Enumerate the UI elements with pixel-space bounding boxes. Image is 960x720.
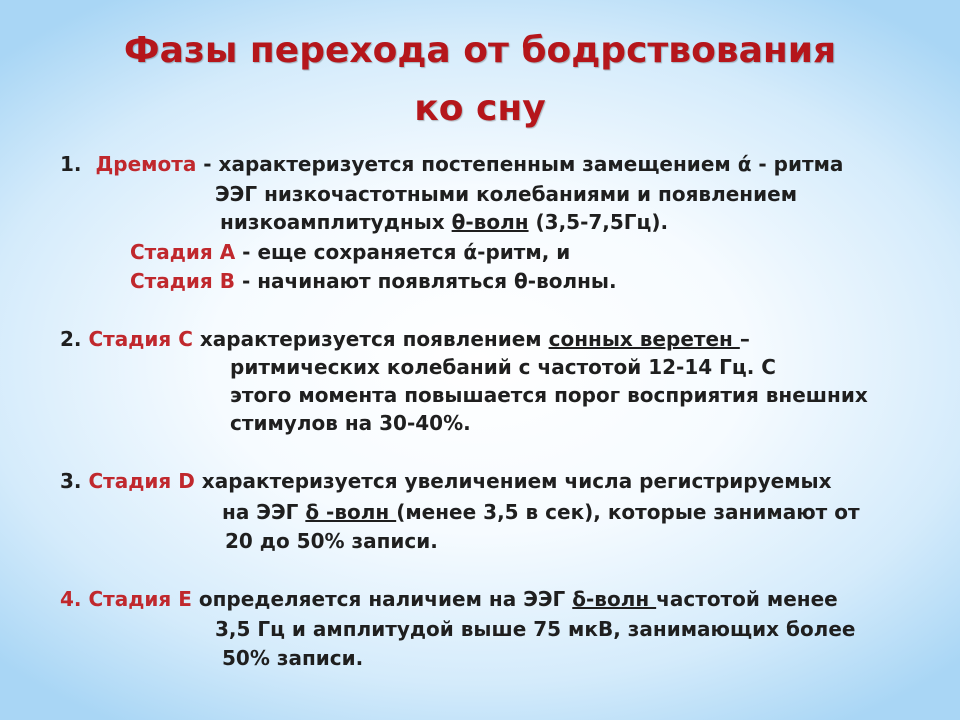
section-1-line-3 [220,210,668,234]
section-2-line-3: этого момента повышается порог восприятия внешних [230,383,868,407]
section-3-line-3: 20 до 50% записи. [225,529,438,553]
section-1-number: 1. [60,152,82,176]
sleep-spindles-term: сонных веретен [548,327,740,351]
section-4-line-1-text: определяется наличием на ЭЭГ [191,587,573,611]
section-1-line-1-text: - характеризуется постепенным замещением ά - ритма [196,152,844,176]
section-2-number: 2. [60,327,89,351]
section-4-term: Стадия Е [88,587,192,611]
section-2-line-4: стимулов на 30-40%. [230,411,471,435]
section-2-term: Стадия С [88,327,193,351]
section-3-number: 3. [60,469,89,493]
theta-waves-term: θ-волн [451,210,529,234]
delta-waves-term-2: δ-волн [572,587,657,611]
stage-a-line [130,240,570,264]
section-1-line-3-text: низкоамплитудных [220,210,452,234]
section-4-line-1-rest: частотой менее [656,587,838,611]
section-3-line-2-text: на ЭЭГ [222,500,306,524]
section-3-line-1 [60,469,832,493]
delta-waves-term: δ -волн [305,500,397,524]
section-1-line-2: ЭЭГ низкочастотными колебаниями и появлением [215,182,798,206]
section-1-line-1 [60,152,843,176]
stage-b-text: - начинают появляться θ-волны. [234,269,617,293]
stage-b-label: Стадия В [130,269,235,293]
section-2-line-1-text: характеризуется появлением [192,327,549,351]
section-3-term: Стадия D [88,469,195,493]
section-1-term: Дремота [95,152,197,176]
section-3-line-2 [222,500,860,524]
stage-a-text: - еще сохраняется ά-ритм, и [235,240,571,264]
stage-a-label: Стадия А [130,240,236,264]
section-3-line-2-rest: (менее 3,5 в сек), которые занимают от [396,500,860,524]
section-1-frequency: (3,5-7,5Гц). [528,210,669,234]
section-2-line-1 [60,327,750,351]
section-4-line-2: 3,5 Гц и амплитудой выше 75 мкВ, занимающих более [215,617,856,641]
slide-title-line-2: ко сну [414,88,546,129]
slide-title-line-1: Фазы перехода от бодрствования [123,30,837,71]
section-3-line-1-text: характеризуется увеличением числа регистрируемых [194,469,832,493]
section-4-line-1 [60,587,838,611]
section-2-dash: – [739,327,750,351]
stage-b-line [130,269,617,293]
section-4-number: 4. [60,587,89,611]
section-2-line-2: ритмических колебаний с частотой 12-14 Гц. С [230,355,776,379]
section-4-line-3: 50% записи. [222,646,364,670]
